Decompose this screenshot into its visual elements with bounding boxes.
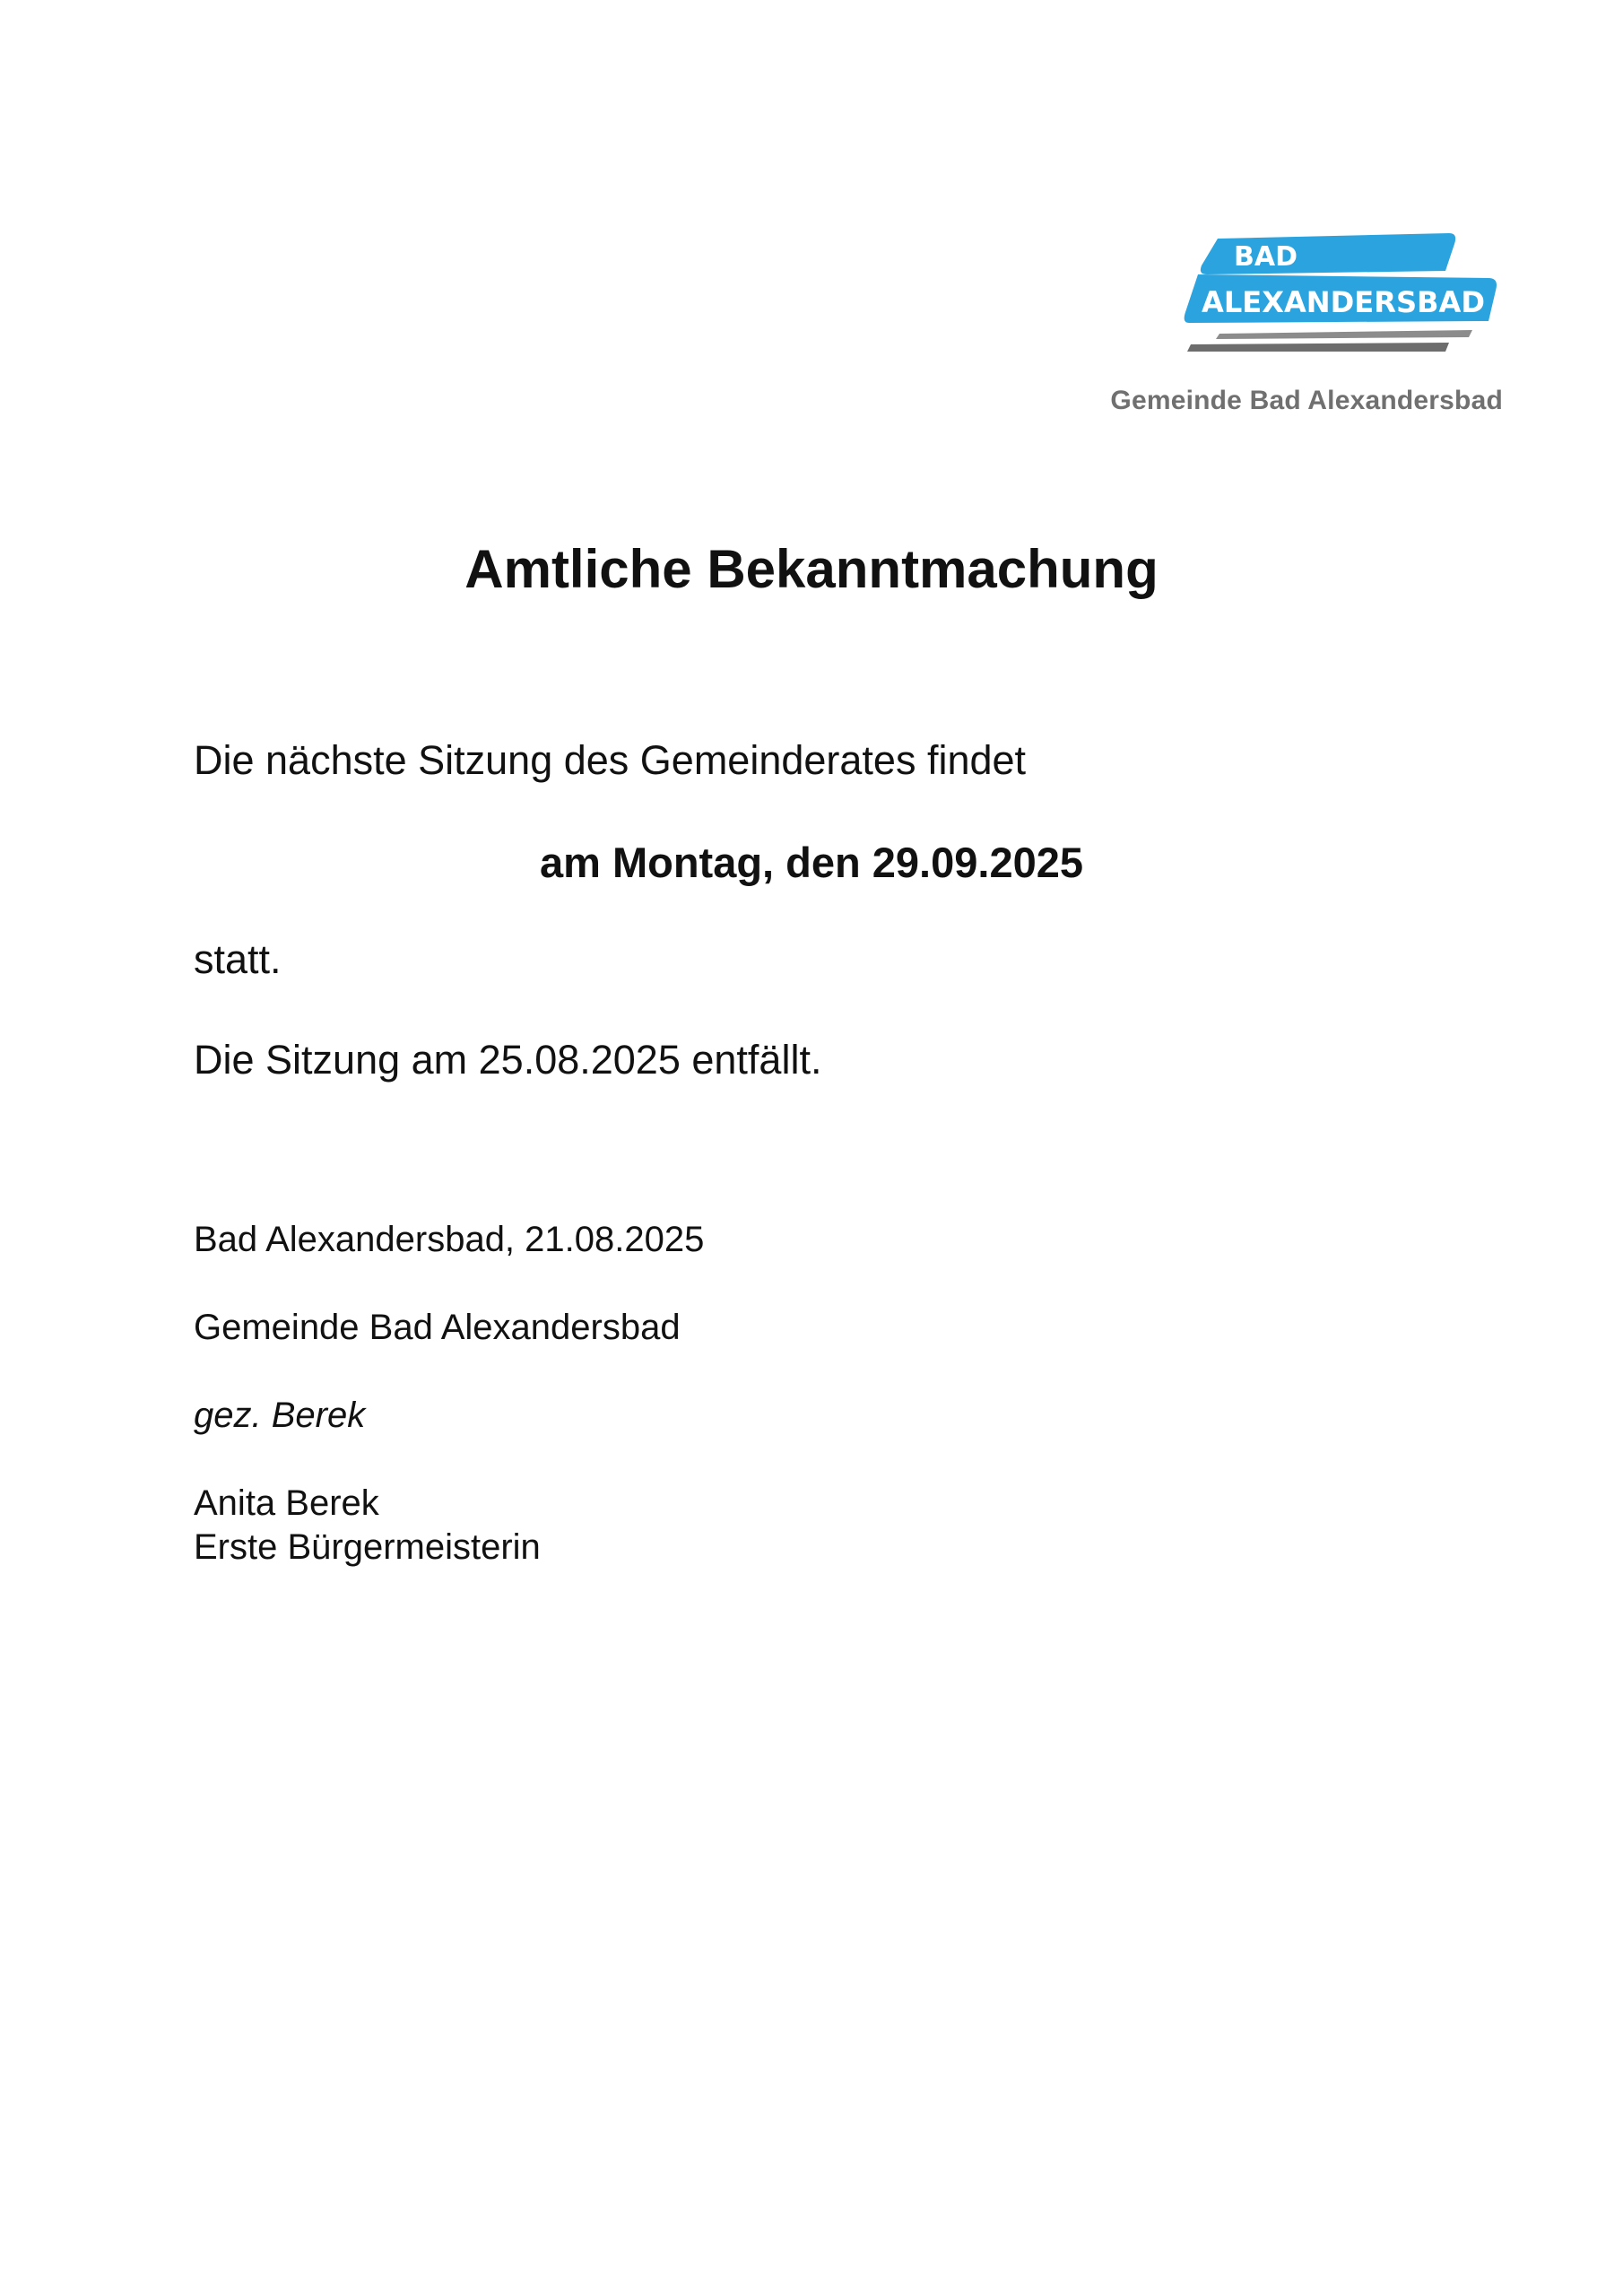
logo-stripe-2 (1187, 343, 1449, 352)
signed-by: gez. Berek (194, 1396, 366, 1435)
signer-role: Erste Bürgermeisterin (194, 1527, 541, 1567)
announcement-statt: statt. (194, 936, 282, 982)
signature-municipality: Gemeinde Bad Alexandersbad (194, 1308, 681, 1347)
signer-name: Anita Berek (194, 1483, 379, 1523)
logo-text-line2: ALEXANDERSBAD (1202, 285, 1485, 319)
meeting-date: am Montag, den 29.09.2025 (539, 839, 1084, 886)
logo-graphic (1184, 231, 1506, 357)
logo-stripe-1 (1216, 330, 1472, 339)
cancellation-notice: Die Sitzung am 25.08.2025 entfällt. (194, 1037, 822, 1083)
municipality-logo (1184, 231, 1506, 357)
page-title: Amtliche Bekanntmachung (464, 539, 1159, 599)
announcement-intro: Die nächste Sitzung des Gemeinderates findet (194, 737, 1027, 783)
header-municipality-name: Gemeinde Bad Alexandersbad (1110, 386, 1503, 415)
logo-text-line1: BAD (1234, 241, 1298, 273)
place-and-date: Bad Alexandersbad, 21.08.2025 (194, 1220, 705, 1259)
